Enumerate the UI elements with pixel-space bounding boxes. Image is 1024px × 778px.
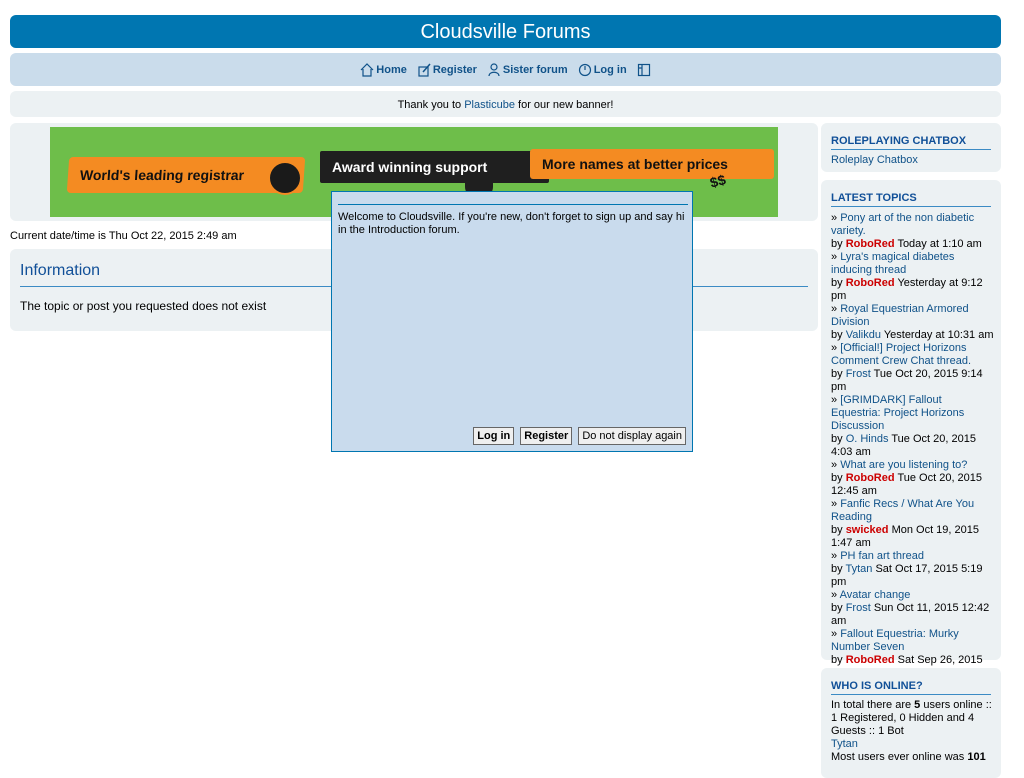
topic-link[interactable]: Fallout Equestria: Murky Number Seven [831,628,959,653]
by-label: by [831,472,846,484]
online-count: 5 [914,699,921,711]
register-icon [417,63,431,77]
bullet: » [831,342,841,354]
by-label: by [831,602,846,614]
online-most-pre: Most users ever online was [831,751,968,763]
topic-time: Today at 1:10 am [897,238,982,250]
topic-item [831,251,994,303]
topic-author[interactable]: swicked [845,524,889,536]
online-most-count: 101 [967,751,986,763]
bullet: » [831,303,841,315]
forum-title[interactable]: Cloudsville Forums [420,21,591,43]
popup-dismiss-button[interactable]: Do not display again [578,427,686,445]
topic-link[interactable]: Pony art of the non diabetic variety. [831,212,975,237]
latest-topics-widget [821,180,1001,666]
who-is-online-widget [821,668,1001,778]
topic-time: Mon Oct 19, 2015 1:47 am [831,524,980,549]
topic-time: Tue Oct 20, 2015 4:03 am [831,433,976,458]
notice-prefix: Thank you to [397,99,465,111]
power-icon [578,63,592,77]
by-label: by [831,433,846,445]
topic-author[interactable]: RoboRed [845,277,895,289]
topic-time: Sun Oct 11, 2015 12:42 am [831,602,990,627]
globe-icon [268,161,302,195]
bullet: » [831,251,841,263]
topic-author[interactable]: Tytan [845,563,873,575]
popup-buttons [473,427,686,445]
topic-link[interactable]: Fanfic Recs / What Are You Reading [831,498,975,523]
chatbox-title: ROLEPLAYING CHATBOX [831,135,991,150]
home-icon [360,63,374,77]
topic-item [831,212,994,251]
topic-item [831,303,994,342]
topic-link[interactable]: What are you listening to? [840,459,968,471]
user-icon [487,63,501,77]
notice-link[interactable]: Plasticube [464,99,515,111]
nav-register-label: Register [432,63,477,76]
topic-time: Tue Oct 20, 2015 12:45 am [831,472,983,497]
nav-home-label: Home [376,63,407,76]
topic-time: Sat Sep 26, 2015 [897,654,983,666]
info-title: Information [20,262,808,287]
nav-sister-label: Sister forum [502,63,568,76]
online-title: WHO IS ONLINE? [831,680,991,695]
topic-author[interactable]: RoboRed [845,654,895,666]
popup-register-button[interactable]: Register [520,427,572,445]
chatbox-link[interactable]: Roleplay Chatbox [831,154,918,166]
topic-author[interactable]: Frost [845,602,871,614]
banner-pill-support: Award winning support [320,151,549,183]
by-label: by [831,654,846,666]
forum-header [10,15,1001,48]
topics-list [831,212,994,680]
bullet: » [831,212,841,224]
banner-pill-prices: More names at better prices [530,149,774,179]
panel-icon [637,63,651,77]
topic-item [831,498,994,550]
nav-home[interactable] [360,63,407,77]
notice-suffix: for our new banner! [514,99,614,111]
chatbox-widget [821,123,1001,172]
banner-pill-registrar: World's leading registrar [67,157,306,193]
topic-author[interactable]: Frost [845,368,871,380]
online-line-pre: In total there are [831,699,915,711]
by-label: by [831,329,846,341]
banner-notice [10,91,1001,117]
topic-author[interactable]: RoboRed [845,238,895,250]
topic-item [831,459,994,498]
topic-link[interactable]: Royal Equestrian Armored Division [831,303,969,328]
topic-item [831,550,994,589]
topic-link[interactable]: PH fan art thread [840,550,924,562]
topic-author[interactable]: RoboRed [845,472,895,484]
topic-item [831,394,994,459]
nav-bar [10,53,1001,86]
bullet: » [831,459,841,471]
by-label: by [831,368,846,380]
by-label: by [831,277,846,289]
online-content [831,699,994,764]
topic-link[interactable]: Avatar change [839,589,911,601]
online-line-post: users online :: 1 Registered, 0 Hidden and 4 Guests :: 1 Bot [831,699,992,737]
topic-author[interactable]: O. Hinds [845,433,889,445]
topic-time: Sat Oct 17, 2015 5:19 pm [831,563,983,588]
by-label: by [831,524,846,536]
topic-item [831,589,994,628]
bullet: » [831,628,841,640]
topic-link[interactable]: [Official!] Project Horizons Comment Crew Chat thread. [831,342,971,367]
topic-link[interactable]: [GRIMDARK] Fallout Equestria: Project Horizons Discussion [831,394,965,432]
dollar-icon: $$ [708,171,728,191]
nav-login[interactable] [578,63,627,77]
nav-extra[interactable] [637,63,651,77]
nav-login-label: Log in [593,63,627,76]
popup-divider [338,204,688,205]
online-user[interactable]: Tytan [831,738,858,750]
topic-item [831,342,994,394]
popup-message: Welcome to Cloudsville. If you're new, don't forget to sign up and say hi in the Introduction forum. [338,211,685,236]
popup-login-button[interactable]: Log in [473,427,514,445]
topic-link[interactable]: Lyra's magical diabetes inducing thread [831,251,955,276]
bullet: » [831,550,841,562]
by-label: by [831,238,846,250]
current-datetime: Current date/time is Thu Oct 22, 2015 2:49 am [10,230,237,242]
bullet: » [831,498,841,510]
latest-topics-title: LATEST TOPICS [831,192,991,207]
topic-time: Yesterday at 10:31 am [883,329,994,341]
topic-time: Tue Oct 20, 2015 9:14 pm [831,368,983,393]
by-label: by [831,563,846,575]
topic-author[interactable]: Valikdu [845,329,881,341]
info-message: The topic or post you requested does not exist [20,299,267,313]
topic-time: Yesterday at 9:12 pm [831,277,983,302]
bullet: » [831,589,840,601]
nav-register[interactable] [417,63,477,77]
bullet: » [831,394,841,406]
nav-sister-forum[interactable] [487,63,568,77]
welcome-popup [331,191,693,452]
